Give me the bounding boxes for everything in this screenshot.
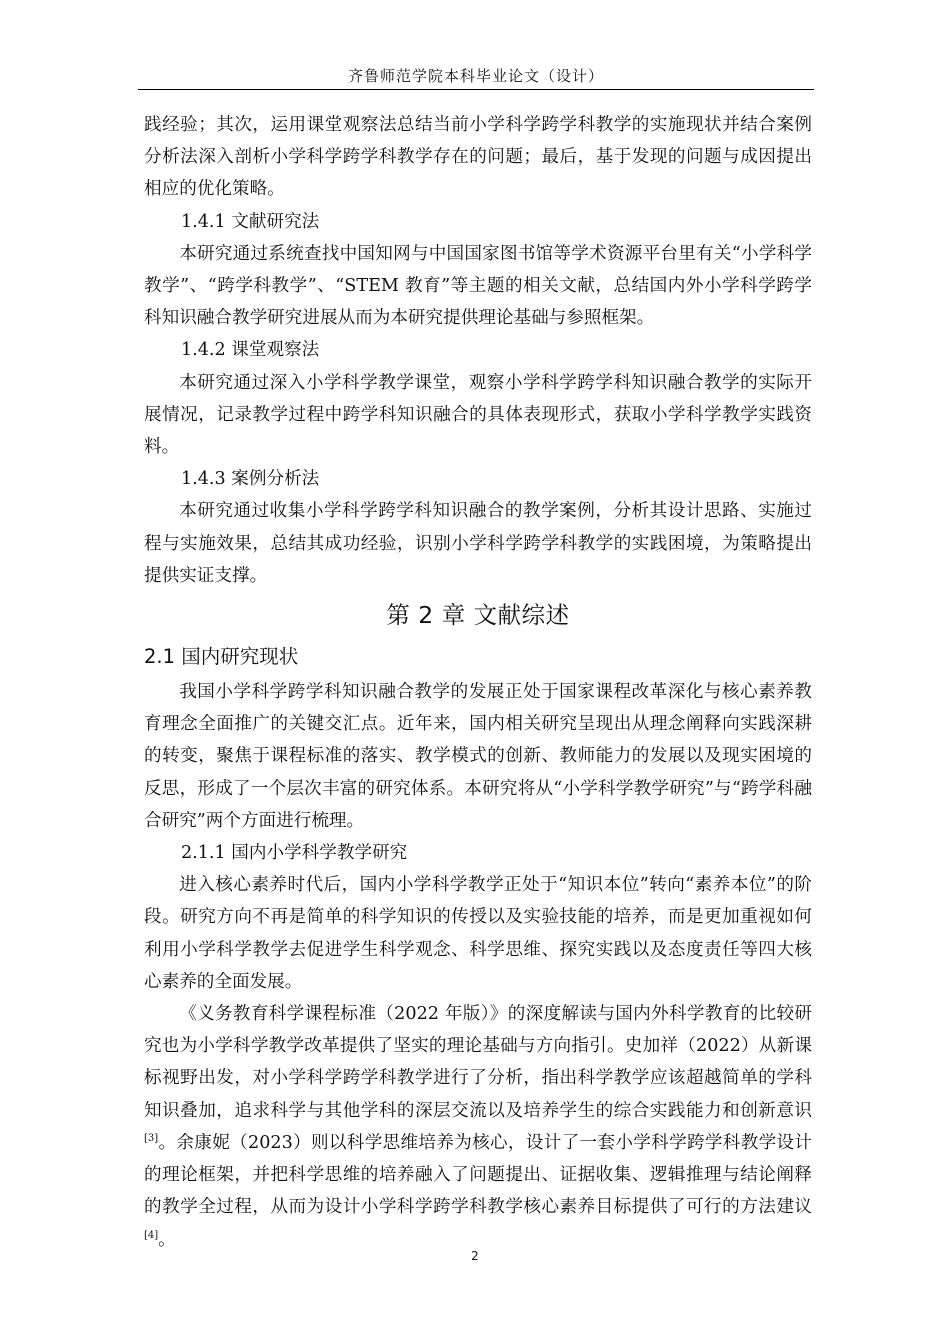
paragraph-1-4-2: 本研究通过深入小学科学教学课堂，观察小学科学跨学科知识融合教学的实际开展情况，记录教学过程中跨学科知识融合的具体表现形式，获取小学科学教学实践资料。: [144, 372, 812, 458]
heading-2-1-1: 2.1.1 国内小学科学教学研究: [180, 843, 408, 864]
header-rule: [138, 89, 814, 90]
paragraph-2-1-1-b: [144, 998, 812, 1256]
citation-4[interactable]: [4]: [144, 1229, 159, 1241]
heading-1-4-2: 1.4.2 课堂观察法: [180, 340, 320, 361]
page-number: 2: [471, 1249, 479, 1263]
paragraph-continued: 践经验；其次，运用课堂观察法总结当前小学科学跨学科教学的实施现状并结合案例分析法深入剖析小学科学跨学科教学存在的问题；最后，基于发现的问题与成因提出相应的优化策略。: [144, 115, 812, 200]
paragraph-2-1: 我国小学科学跨学科知识融合教学的发展正处于国家课程改革深化与核心素养教育理念全面推广的关键交汇点。近年来，国内相关研究呈现出从理念阐释向实践深耕的转变，聚焦于课程标准的落实、教学模式的创新、教师能力的发展以及现实困境的反思，形成了一个层次丰富的研究体系。本研究将从“小学科学教学研究”与“跨学科融合研究”两个方面进行梳理。: [144, 682, 812, 831]
paragraph-text: 。: [158, 1229, 176, 1250]
paragraph-1-4-3: 本研究通过收集小学科学跨学科知识融合的教学案例，分析其设计思路、实施过程与实施效果，总结其成功经验，识别小学科学跨学科教学的实践困境，为策略提出提供实证支撑。: [144, 501, 812, 586]
heading-1-4-1: 1.4.1 文献研究法: [180, 211, 320, 232]
body-text: [144, 109, 812, 1256]
paragraph-text: 《义务教育科学课程标准（2022 年版）》的深度解读与国内外科学教育的比较研究也为小学科学教学改革提供了坚实的理论基础与方向指引。史加祥（2022）从新课标视野出发，对小学科学跨学科教学进行了分析，指出科学教学应该超越简单的学科知识叠加，追求科学与其他学科的深层交流以及培养学生的综合实践能力和创新意识: [144, 1004, 812, 1121]
paragraph-2-1-1-a: 进入核心素养时代后，国内小学科学教学正处于“知识本位”转向“素养本位”的阶段。研究方向不再是简单的科学知识的传授以及实验技能的培养，而是更加重视如何利用小学科学教学去促进学生科学观念、科学思维、探究实践以及态度责任等四大核心素养的全面发展。: [144, 875, 812, 992]
paragraph-text: 。余康妮（2023）则以科学思维培养为核心，设计了一套小学科学跨学科教学设计的理论框架，并把科学思维的培养融入了问题提出、证据收集、逻辑推理与结论阐释的教学全过程，从而为设计小学科学跨学科教学核心素养目标提供了可行的方法建议: [144, 1132, 812, 1218]
citation-3[interactable]: [3]: [144, 1132, 159, 1144]
chapter-title: 第 2 章 文献综述: [386, 601, 570, 630]
heading-2-1: 2.1 国内研究现状: [144, 645, 299, 669]
running-header: 齐鲁师范学院本科毕业论文（设计）: [347, 67, 604, 85]
paragraph-1-4-1: 本研究通过系统查找中国知网与中国国家图书馆等学术资源平台里有关“小学科学教学”、“跨学科教学”、“STEM 教育”等主题的相关文献，总结国内外小学科学跨学科知识融合教学研究进展从而为本研究提供理论基础与参照框架。: [144, 243, 812, 329]
heading-1-4-3: 1.4.3 案例分析法: [180, 469, 320, 490]
